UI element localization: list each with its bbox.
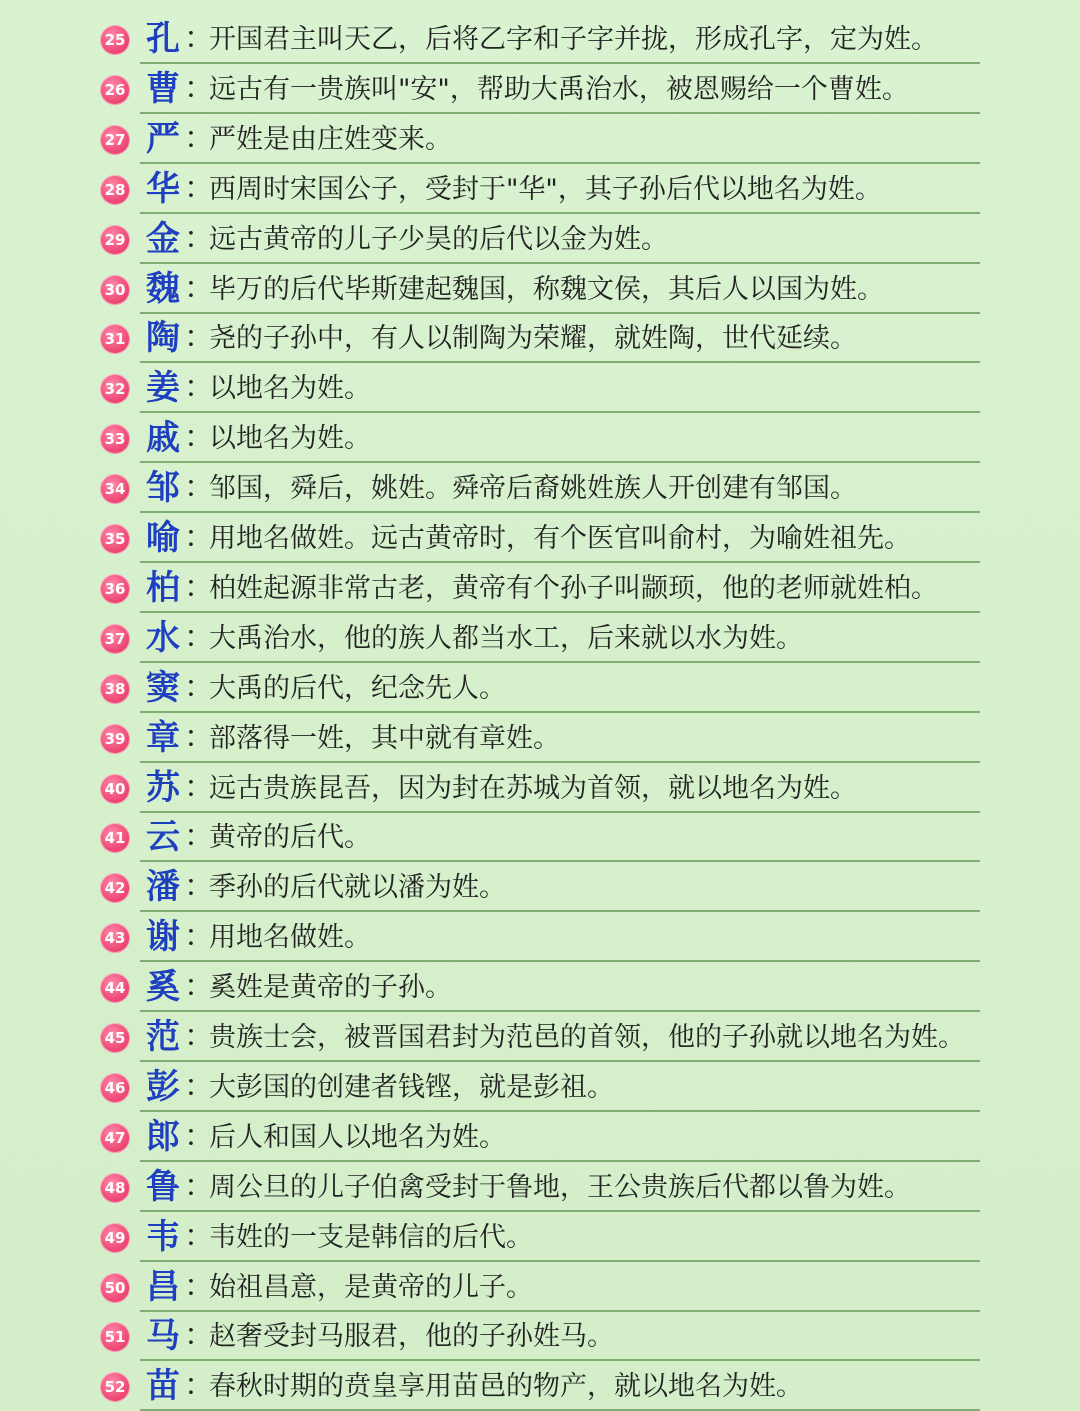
surname-origin: 西周时宋国公子，受封于"华"，其子孙后代以地名为姓。 (209, 173, 882, 205)
surname-char: 魏 (146, 268, 180, 309)
colon: ： (184, 420, 214, 456)
list-item (100, 413, 980, 463)
list-item (100, 1262, 980, 1312)
surname-origin: 贵族士会，被晋国君封为范邑的首领，他的子孙就以地名为姓。 (209, 1022, 965, 1053)
colon: ： (184, 220, 214, 256)
surname-origin: 用地名做姓。 (209, 922, 371, 954)
number-badge: 25 (100, 25, 130, 55)
surname-char: 鲁 (146, 1166, 180, 1207)
surname-char: 金 (146, 218, 180, 259)
surname-char: 苗 (146, 1366, 180, 1407)
number-badge: 47 (100, 1123, 130, 1153)
surname-origin: 远古贵族昆吾，因为封在苏城为首领，就以地名为姓。 (209, 772, 857, 804)
surname-origin: 远古有一贵族叫"安"，帮助大禹治水，被恩赐给一个曹姓。 (209, 73, 909, 105)
colon: ： (184, 1118, 214, 1154)
surname-origin: 大彭国的创建者钱铿，就是彭祖。 (209, 1071, 614, 1103)
surname-char: 姜 (146, 368, 180, 409)
surname-char: 曹 (146, 68, 180, 109)
surname-char: 彭 (146, 1066, 180, 1107)
list-item (100, 463, 980, 513)
number-badge: 36 (100, 574, 130, 604)
number-badge: 37 (100, 624, 130, 654)
number-badge: 26 (100, 75, 130, 105)
surname-char: 窦 (146, 667, 180, 708)
colon: ： (184, 919, 214, 955)
surname-origin: 黄帝的后代。 (209, 822, 371, 854)
colon: ： (184, 1068, 214, 1104)
list-item (100, 962, 980, 1012)
list-item (100, 1311, 980, 1361)
surname-origin: 邹国，舜后，姚姓。舜帝后裔姚姓族人开创建有邹国。 (209, 473, 857, 505)
surname-char: 马 (146, 1316, 180, 1357)
surname-char: 严 (146, 118, 180, 159)
list-item (100, 563, 980, 613)
surname-char: 谢 (146, 917, 180, 958)
surname-origin: 周公旦的儿子伯禽受封于鲁地，王公贵族后代都以鲁为姓。 (209, 1171, 911, 1203)
number-badge: 33 (100, 424, 130, 454)
surname-char: 华 (146, 168, 180, 209)
number-badge: 38 (100, 674, 130, 704)
list-item (100, 663, 980, 713)
number-badge: 30 (100, 275, 130, 305)
colon: ： (184, 619, 214, 655)
list-item (100, 14, 980, 64)
number-badge: 27 (100, 125, 130, 155)
number-badge: 32 (100, 374, 130, 404)
colon: ： (184, 869, 214, 905)
surname-origin: 毕万的后代毕斯建起魏国，称魏文侯，其后人以国为姓。 (209, 273, 884, 305)
surname-origin: 季孙的后代就以潘为姓。 (209, 872, 506, 904)
surname-origin: 以地名为姓。 (209, 373, 371, 405)
list-item (100, 164, 980, 214)
surname-char: 潘 (146, 867, 180, 908)
surname-char: 喻 (146, 518, 180, 558)
list-item (100, 862, 980, 912)
surname-char: 陶 (146, 318, 180, 359)
number-badge: 28 (100, 175, 130, 205)
colon: ： (184, 1268, 214, 1304)
number-badge: 43 (100, 923, 130, 953)
list-item (100, 264, 980, 314)
colon: ： (184, 120, 214, 156)
number-badge: 35 (100, 524, 130, 554)
surname-origin: 大禹治水，他的族人都当水工，后来就以水为姓。 (209, 622, 803, 654)
colon: ： (184, 1019, 214, 1054)
surname-origin: 赵奢受封马服君，他的子孙姓马。 (209, 1321, 614, 1353)
surname-origin: 用地名做姓。远古黄帝时，有个医官叫俞村，为喻姓祖先。 (209, 523, 911, 554)
colon: ： (184, 1218, 214, 1254)
surname-char: 韦 (146, 1216, 180, 1257)
number-badge: 46 (100, 1073, 130, 1103)
colon: ： (184, 470, 214, 506)
surname-origin: 以地名为姓。 (209, 423, 371, 455)
colon: ： (184, 569, 214, 605)
list-item (100, 363, 980, 413)
number-badge: 45 (100, 1023, 130, 1053)
colon: ： (184, 1318, 214, 1354)
list-item (100, 613, 980, 663)
list-item (100, 1112, 980, 1162)
colon: ： (184, 1368, 214, 1404)
surname-char: 范 (146, 1017, 180, 1057)
number-badge: 42 (100, 873, 130, 903)
surname-origin: 尧的子孙中，有人以制陶为荣耀，就姓陶，世代延续。 (209, 323, 857, 355)
number-badge: 34 (100, 474, 130, 504)
colon: ： (184, 1168, 214, 1204)
surname-char: 昌 (146, 1266, 180, 1307)
list-item (100, 1212, 980, 1262)
surname-origin: 开国君主叫天乙，后将乙字和子字并拢，形成孔字，定为姓。 (209, 24, 938, 55)
number-badge: 44 (100, 973, 130, 1003)
surname-char: 柏 (146, 567, 180, 608)
surname-origin: 远古黄帝的儿子少昊的后代以金为姓。 (209, 223, 668, 255)
list-item (100, 912, 980, 962)
list-item (100, 64, 980, 114)
list-item (100, 1361, 980, 1411)
number-badge: 49 (100, 1223, 130, 1253)
surname-char: 云 (146, 817, 180, 858)
list-item (100, 513, 980, 563)
surname-char: 邹 (146, 468, 180, 509)
surname-origin: 严姓是由庄姓变来。 (209, 123, 452, 155)
number-badge: 48 (100, 1173, 130, 1203)
list-item (100, 1012, 980, 1062)
surname-origin: 奚姓是黄帝的子孙。 (209, 972, 452, 1004)
surname-origin: 柏姓起源非常古老，黄帝有个孙子叫颛顼，他的老师就姓柏。 (209, 572, 938, 604)
surname-char: 水 (146, 617, 180, 658)
colon: ： (184, 719, 214, 755)
surname-char: 戚 (146, 418, 180, 459)
surname-origin: 后人和国人以地名为姓。 (209, 1121, 506, 1153)
list-item (100, 812, 980, 862)
number-badge: 40 (100, 774, 130, 804)
colon: ： (184, 370, 214, 406)
number-badge: 31 (100, 324, 130, 354)
surname-origin: 始祖昌意，是黄帝的儿子。 (209, 1271, 533, 1303)
list-item (100, 114, 980, 164)
surname-char: 孔 (146, 19, 180, 59)
colon: ： (184, 969, 214, 1005)
colon: ： (184, 669, 214, 705)
colon: ： (184, 70, 214, 106)
surname-char: 郎 (146, 1116, 180, 1157)
surname-origin: 春秋时期的贲皇享用苗邑的物产，就以地名为姓。 (209, 1371, 803, 1403)
number-badge: 41 (100, 823, 130, 853)
number-badge: 29 (100, 225, 130, 255)
list-item (100, 1062, 980, 1112)
number-badge: 52 (100, 1372, 130, 1402)
colon: ： (184, 819, 214, 855)
number-badge: 50 (100, 1273, 130, 1303)
number-badge: 39 (100, 724, 130, 754)
colon: ： (184, 769, 214, 805)
colon: ： (184, 170, 214, 206)
colon: ： (184, 320, 214, 356)
colon: ： (184, 21, 214, 56)
list-item (100, 214, 980, 264)
surname-origin: 大禹的后代，纪念先人。 (209, 672, 506, 704)
list-item (100, 1162, 980, 1212)
number-badge: 51 (100, 1322, 130, 1352)
list-item (100, 313, 980, 363)
surname-origin: 韦姓的一支是韩信的后代。 (209, 1221, 533, 1253)
surname-char: 苏 (146, 767, 180, 808)
colon: ： (184, 520, 214, 555)
list-item (100, 713, 980, 763)
surname-char: 奚 (146, 967, 180, 1008)
surname-origin: 部落得一姓，其中就有章姓。 (209, 722, 560, 754)
colon: ： (184, 270, 214, 306)
surname-char: 章 (146, 717, 180, 758)
list-item (100, 763, 980, 813)
